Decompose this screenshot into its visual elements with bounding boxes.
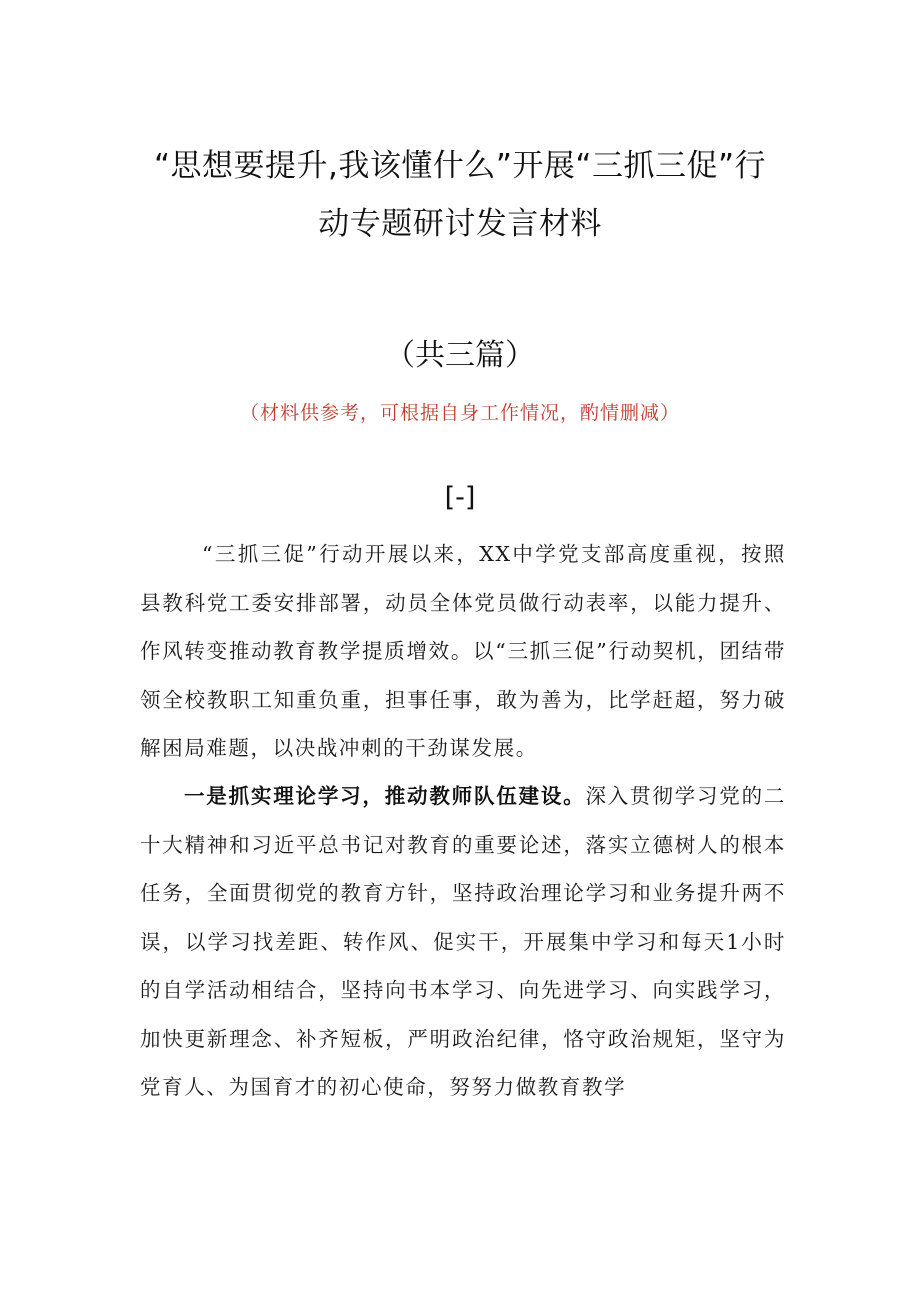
article-count-label: （共三篇） xyxy=(385,338,535,373)
document-title-line-1: “思想要提升,我该懂什么”开展“三抓三促”行 xyxy=(153,148,767,184)
body-paragraph-2 xyxy=(140,772,786,1112)
section-marker: [-] xyxy=(444,482,476,513)
document-title-line-2: 动专题研讨发言材料 xyxy=(318,206,602,242)
body-paragraph-1: “三抓三促”行动开展以来，XX中学党支部高度重视，按照县教科党工委安排部署，动员全体党员做行动表率，以能力提升、作风转变推动教育教学提质增效。以“三抓三促”行动契机，团结带领全校教职工知重负重，担事任事，敢为善为，比学赶超，努力破解困局难题，以决战冲刺的干劲谋发展。 xyxy=(140,542,786,760)
reference-note: （材料供参考，可根据自身工作情况，酌情删减） xyxy=(239,402,680,424)
paragraph-2-lead-heading: 一是抓实理论学习，推动教师队伍建设。 xyxy=(184,784,586,808)
paragraph-2-body: 深入贯彻学习党的二十大精神和习近平总书记对教育的重要论述，落实立德树人的根本任务，全面贯彻党的教育方针，坚持政治理论学习和业务提升两不误，以学习找差距、转作风、促实干，开展集中学习和每天1小时的自学活动相结合，坚持向书本学习、向先进学习、向实践学习，加快更新理念、补齐短板，严明政治纪律，恪守政治规矩，坚守为党育人、为国育才的初心使命，努努力做教育教学 xyxy=(140,784,786,1099)
